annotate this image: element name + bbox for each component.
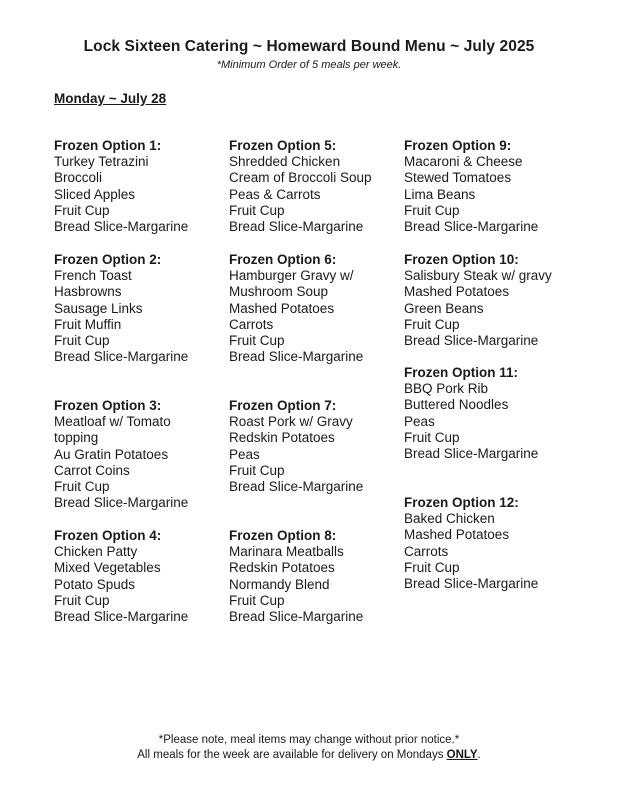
delivery-notice-text: All meals for the week are available for delivery on Mondays xyxy=(137,749,447,761)
option-title: Frozen Option 5: xyxy=(229,138,337,153)
menu-item: Bread Slice-Margarine xyxy=(54,349,189,365)
option-title: Frozen Option 7: xyxy=(229,398,337,413)
menu-item: Mixed Vegetables xyxy=(54,560,161,576)
menu-item: Redskin Potatoes xyxy=(229,430,335,446)
option-title: Frozen Option 9: xyxy=(404,138,512,153)
frozen-option-6 xyxy=(229,252,404,366)
frozen-option-12 xyxy=(404,495,579,592)
menu-item: Carrot Coins xyxy=(54,462,130,478)
menu-item: Carrots xyxy=(404,543,449,559)
frozen-option-7 xyxy=(229,398,404,495)
menu-item: Fruit Cup xyxy=(229,333,285,349)
menu-item: Marinara Meatballs xyxy=(229,544,344,559)
menu-item: Fruit Cup xyxy=(54,592,110,608)
menu-item: Baked Chicken xyxy=(404,511,495,526)
frozen-option-5 xyxy=(229,138,404,235)
menu-item: Fruit Cup xyxy=(404,429,460,445)
frozen-option-1 xyxy=(54,138,229,235)
menu-item: Roast Pork w/ Gravy xyxy=(229,414,353,429)
date-heading: Monday ~ July 28 xyxy=(54,91,167,106)
menu-item: Hasbrowns xyxy=(54,284,122,300)
menu-item: Redskin Potatoes xyxy=(229,560,335,576)
option-title: Frozen Option 2: xyxy=(54,252,162,267)
menu-item: Bread Slice-Margarine xyxy=(229,479,364,495)
menu-item: French Toast xyxy=(54,268,132,283)
option-title: Frozen Option 6: xyxy=(229,252,337,267)
delivery-notice-period: . xyxy=(477,749,481,761)
delivery-notice xyxy=(0,748,618,763)
menu-item: Meatloaf w/ Tomato xyxy=(54,414,171,429)
menu-item: Peas xyxy=(229,446,260,462)
menu-item: Sliced Apples xyxy=(54,186,136,202)
menu-item: Chicken Patty xyxy=(54,544,138,559)
menu-item: Carrots xyxy=(229,316,274,332)
frozen-option-11 xyxy=(404,365,579,462)
menu-item: Lima Beans xyxy=(404,186,476,202)
menu-item: Peas xyxy=(404,413,435,429)
frozen-option-10 xyxy=(404,252,579,349)
menu-item: Turkey Tetrazini xyxy=(54,154,149,169)
menu-item: BBQ Pork Rib xyxy=(404,381,489,396)
option-title: Frozen Option 10: xyxy=(404,252,519,267)
menu-item: Macaroni & Cheese xyxy=(404,154,523,169)
menu-item: Mushroom Soup xyxy=(229,284,329,300)
frozen-option-9 xyxy=(404,138,579,235)
menu-item: Broccoli xyxy=(54,170,103,186)
menu-item: Mashed Potatoes xyxy=(404,284,510,300)
menu-item: Fruit Cup xyxy=(229,202,285,218)
change-notice: *Please note, meal items may change without prior notice.* xyxy=(158,734,460,746)
frozen-option-3 xyxy=(54,398,229,512)
menu-item: Mashed Potatoes xyxy=(229,300,335,316)
menu-item: Fruit Cup xyxy=(54,202,110,218)
footer-notice xyxy=(0,733,618,763)
menu-item: Salisbury Steak w/ gravy xyxy=(404,268,552,283)
menu-item: Fruit Cup xyxy=(404,559,460,575)
menu-item: Mashed Potatoes xyxy=(404,527,510,543)
menu-item: Fruit Cup xyxy=(404,202,460,218)
menu-item: Green Beans xyxy=(404,300,484,316)
option-title: Frozen Option 3: xyxy=(54,398,162,413)
menu-item: Bread Slice-Margarine xyxy=(229,349,364,365)
menu-title: Lock Sixteen Catering ~ Homeward Bound Menu ~ July 2025 xyxy=(83,38,535,55)
menu-item: Au Gratin Potatoes xyxy=(54,446,169,462)
menu-item: Fruit Cup xyxy=(54,479,110,495)
menu-item: Bread Slice-Margarine xyxy=(54,219,189,235)
frozen-option-8 xyxy=(229,528,404,625)
menu-item: Buttered Noodles xyxy=(404,397,509,413)
menu-item: Shredded Chicken xyxy=(229,154,341,169)
menu-item: Bread Slice-Margarine xyxy=(404,219,539,235)
menu-item: Fruit Cup xyxy=(229,592,285,608)
menu-item: Normandy Blend xyxy=(229,576,330,592)
menu-item: Potato Spuds xyxy=(54,576,136,592)
option-title: Frozen Option 4: xyxy=(54,528,162,543)
menu-item: Stewed Tomatoes xyxy=(404,170,512,186)
menu-item: Fruit Cup xyxy=(54,333,110,349)
menu-item: Bread Slice-Margarine xyxy=(229,219,364,235)
menu-item: Fruit Muffin xyxy=(54,316,122,332)
menu-item: Bread Slice-Margarine xyxy=(404,446,539,462)
menu-item: Bread Slice-Margarine xyxy=(54,609,189,625)
option-title: Frozen Option 11: xyxy=(404,365,519,380)
menu-item: Bread Slice-Margarine xyxy=(404,576,539,592)
menu-item: Bread Slice-Margarine xyxy=(54,495,189,511)
menu-item: Sausage Links xyxy=(54,300,143,316)
frozen-option-4 xyxy=(54,528,229,625)
minimum-order-note: *Minimum Order of 5 meals per week. xyxy=(216,59,402,71)
option-title: Frozen Option 1: xyxy=(54,138,162,153)
menu-item: topping xyxy=(54,430,99,446)
menu-item: Fruit Cup xyxy=(229,462,285,478)
only-emphasis: ONLY xyxy=(446,749,478,761)
menu-item: Peas & Carrots xyxy=(229,186,321,202)
menu-item: Bread Slice-Margarine xyxy=(404,333,539,349)
menu-item: Cream of Broccoli Soup xyxy=(229,170,372,186)
menu-item: Bread Slice-Margarine xyxy=(229,609,364,625)
option-title: Frozen Option 12: xyxy=(404,495,519,510)
frozen-option-2 xyxy=(54,252,229,366)
menu-item: Fruit Cup xyxy=(404,316,460,332)
option-title: Frozen Option 8: xyxy=(229,528,337,543)
menu-item: Hamburger Gravy w/ xyxy=(229,268,354,283)
